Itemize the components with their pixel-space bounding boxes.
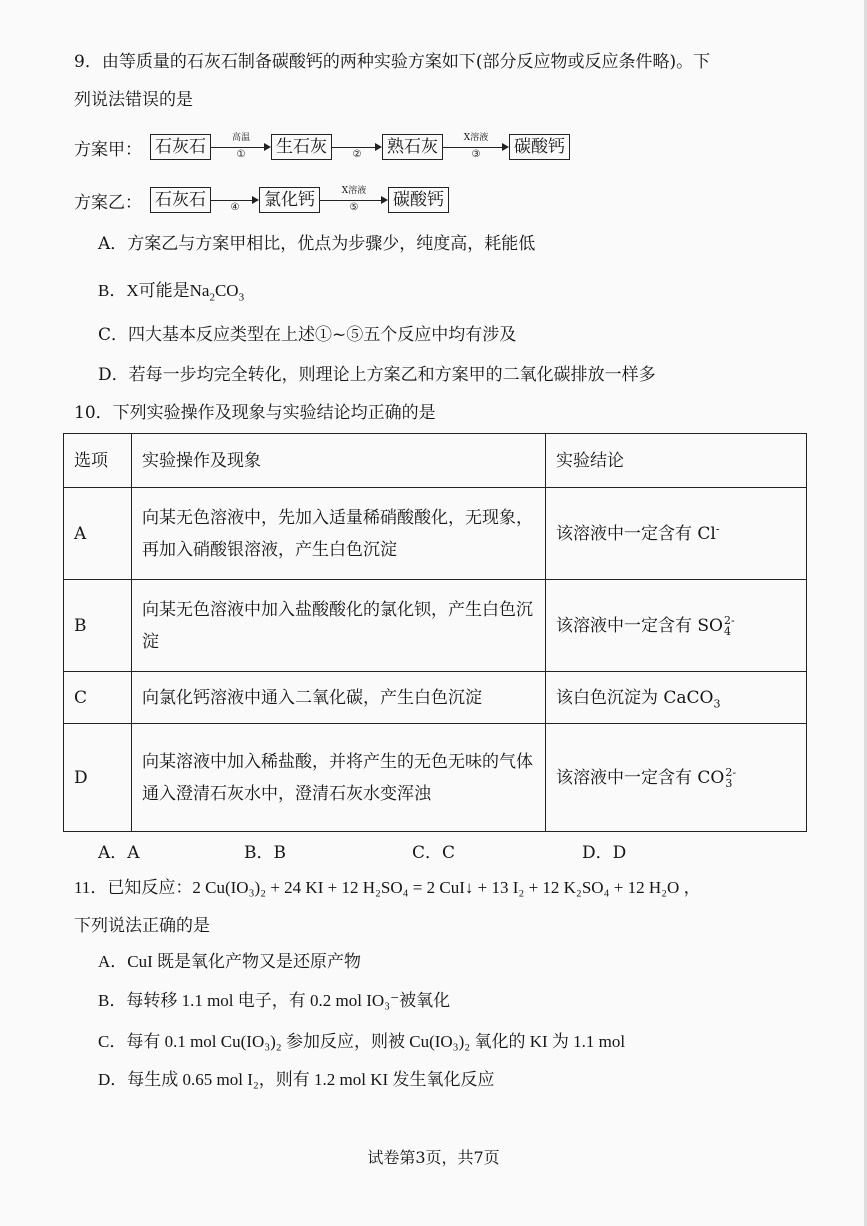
- q9-option-d: D．若每一步均完全转化，则理论上方案乙和方案甲的二氧化碳排放一样多: [98, 365, 656, 385]
- table-row: [64, 672, 807, 724]
- q11-option-d: D．每生成 0.65 mol I₂，则有 1.2 mol KI 发生氧化反应: [98, 1070, 495, 1089]
- header-operation: 实验操作及现象: [132, 434, 546, 488]
- q10-choice-c: C．C: [412, 843, 456, 863]
- experiment-table: [63, 433, 807, 832]
- q10-choice-d: D．D: [582, 843, 627, 863]
- plan-a-arrow-1: 高温 ①: [211, 135, 271, 159]
- plan-b-label: 方案乙：: [74, 192, 142, 213]
- row-operation: 向某溶液中加入稀盐酸，并将产生的无色无味的气体通入澄清石灰水中，澄清石灰水变浑浊: [132, 724, 546, 832]
- table-row: [64, 488, 807, 580]
- q9-option-a: A．方案乙与方案甲相比，优点为步骤少，纯度高，耗能低: [98, 234, 536, 254]
- q9-option-b: B．X可能是$Na_2CO_3$: [98, 281, 245, 304]
- row-key: D: [64, 724, 132, 832]
- q9-stem-line1: 9．由等质量的石灰石制备碳酸钙的两种实验方案如下(部分反应物或反应条件略)。下: [74, 52, 711, 72]
- q9-stem-line2: 列说法错误的是: [74, 90, 193, 110]
- plan-a-box-2: 生石灰: [271, 134, 332, 160]
- plan-a-arrow-3: X溶液 ③: [443, 135, 509, 159]
- table-header-row: [64, 434, 807, 488]
- q9-option-c: C．四大基本反应类型在上述①~⑤五个反应中均有涉及: [98, 325, 517, 345]
- header-conclusion: 实验结论: [546, 434, 807, 488]
- row-key: B: [64, 580, 132, 672]
- q11-equation: 2 Cu(IO₃)₂ + 24 KI + 12 H₂SO₄ = 2 CuI↓ + 13 I₂ + 12 K₂SO₄ + 12 H₂O ，: [192, 878, 701, 897]
- plan-b-box-2: 氯化钙: [259, 187, 320, 213]
- page-footer: 试卷第3页，共7页: [367, 1148, 500, 1167]
- q11-option-b: B．每转移 1.1 mol 电子，有 0.2 mol IO₃⁻被氧化: [98, 991, 451, 1010]
- header-option: 选项: [64, 434, 132, 488]
- row-conclusion: 该溶液中一定含有 CO 2- 3: [546, 724, 807, 832]
- plan-a-label: 方案甲：: [74, 139, 142, 160]
- plan-a-box-3: 熟石灰: [382, 134, 443, 160]
- plan-b-arrow-1: ④: [211, 188, 259, 212]
- row-operation: 向某无色溶液中加入盐酸酸化的氯化钡，产生白色沉淀: [132, 580, 546, 672]
- plan-b-box-3: 碳酸钙: [388, 187, 449, 213]
- row-key: A: [64, 488, 132, 580]
- plan-b-arrow-2: X溶液 ⑤: [320, 188, 388, 212]
- q11-option-a: A．CuI 既是氧化产物又是还原产物: [98, 952, 362, 971]
- row-conclusion: 该白色沉淀为 CaCO$_3$: [546, 672, 807, 724]
- table-row: [64, 724, 807, 832]
- plan-b-box-1: 石灰石: [150, 187, 211, 213]
- q10-choice-b: B．B: [244, 843, 286, 863]
- row-operation: 向某无色溶液中，先加入适量稀硝酸酸化，无现象，再加入硝酸银溶液，产生白色沉淀: [132, 488, 546, 580]
- row-operation: 向氯化钙溶液中通入二氧化碳，产生白色沉淀: [132, 672, 546, 724]
- q11-stem-prefix: 11．已知反应：: [74, 878, 193, 897]
- q10-stem: 10．下列实验操作及现象与实验结论均正确的是: [74, 403, 436, 423]
- row-conclusion: 该溶液中一定含有 SO 2- 4: [546, 580, 807, 672]
- table-row: [64, 580, 807, 672]
- plan-a-box-1: 石灰石: [150, 134, 211, 160]
- plan-a-box-4: 碳酸钙: [509, 134, 570, 160]
- q11-stem-line2: 下列说法正确的是: [74, 916, 210, 936]
- plan-a-arrow-2: ②: [332, 135, 382, 159]
- row-conclusion: 该溶液中一定含有 Cl-: [546, 488, 807, 580]
- q10-choice-a: A．A: [98, 843, 140, 863]
- q11-stem-line1: [74, 876, 701, 900]
- plan-b-flow: [74, 187, 449, 213]
- plan-a-flow: [74, 134, 570, 160]
- q11-option-c: C．每有 0.1 mol Cu(IO₃)₂ 参加反应，则被 Cu(IO₃)₂ 氧化的 KI 为 1.1 mol: [98, 1032, 626, 1051]
- row-key: C: [64, 672, 132, 724]
